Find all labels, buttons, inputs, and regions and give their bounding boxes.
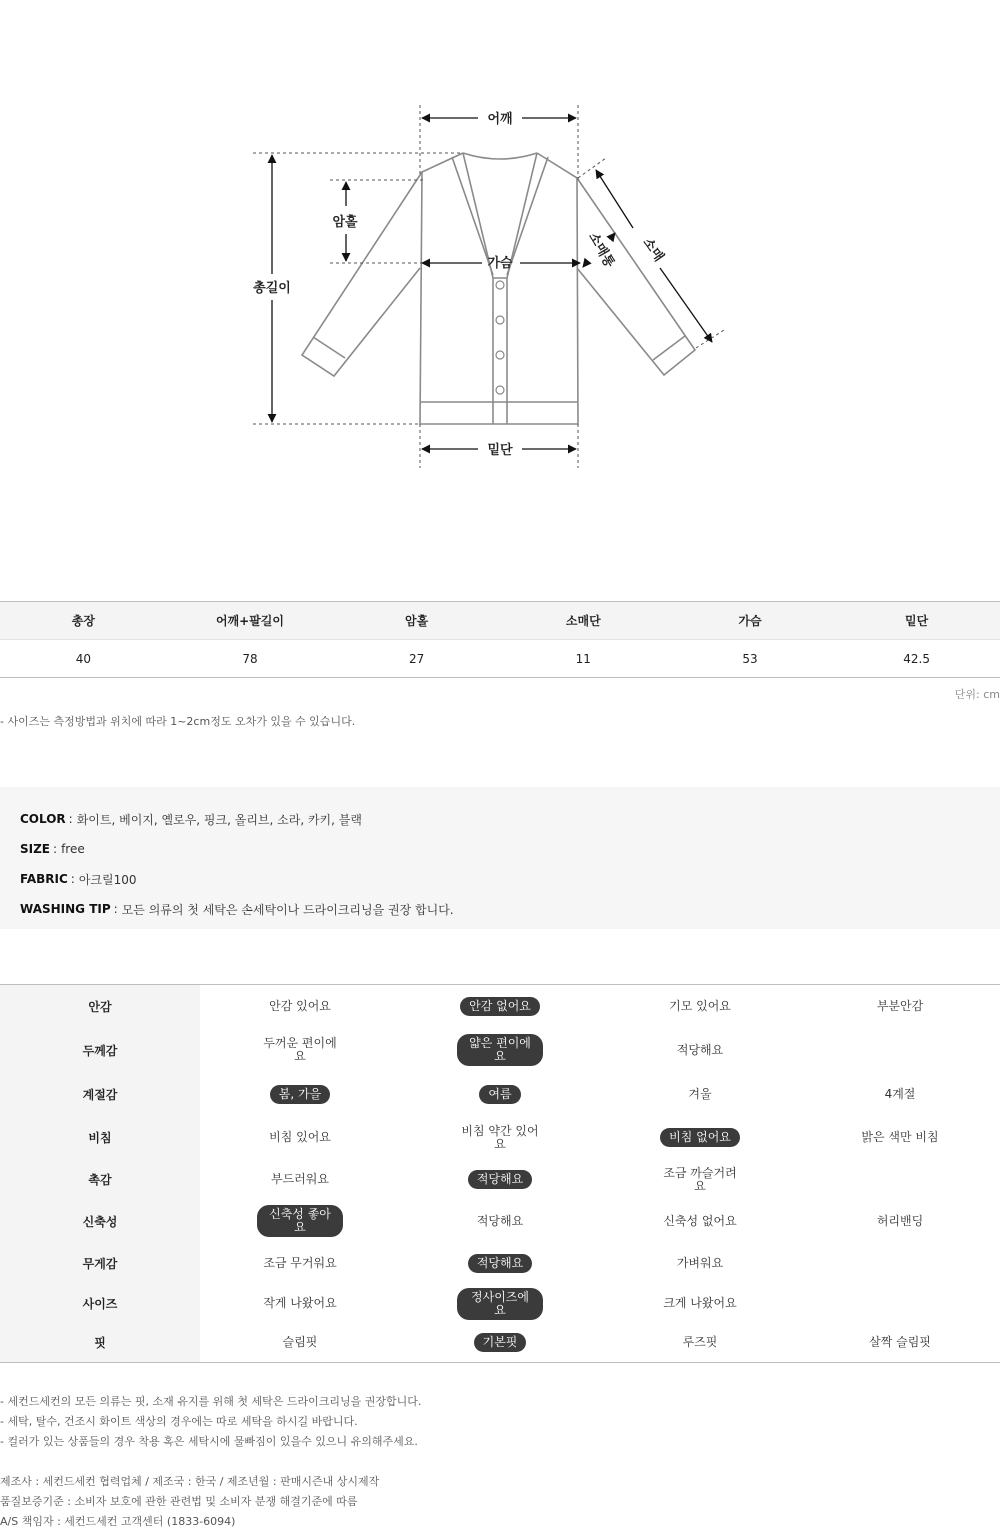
attribute-option: 부드러워요: [271, 1172, 329, 1186]
info-line-color: COLOR : 화이트, 베이지, 옐로우, 핑크, 올리브, 소라, 카키, 블랙: [20, 812, 362, 827]
attribute-row: [0, 1116, 1000, 1159]
attribute-option: 적당해요: [476, 1213, 524, 1228]
info-key: FABRIC: [20, 872, 68, 886]
attribute-option: 작게 나왔어요: [263, 1296, 337, 1310]
attribute-option-cell: [600, 985, 800, 1028]
attribute-option-cell: [200, 985, 400, 1028]
attribute-option: 겨울: [688, 1086, 712, 1101]
attribute-option-cell: [400, 1028, 600, 1072]
info-line-washing-tip: WASHING TIP : 모든 의류의 첫 세탁은 손세탁이나 드라이크리닝을 권장 합니다.: [20, 902, 454, 917]
attribute-option-selected: 여름: [479, 1085, 520, 1104]
attribute-label: 촉감: [0, 1159, 200, 1200]
attribute-row: [0, 1028, 1000, 1072]
attribute-row: [0, 1284, 1000, 1323]
label-total-length: 총길이: [253, 281, 291, 296]
attribute-option: 밝은 색만 비침: [861, 1130, 939, 1144]
label-hem: 밑단: [487, 443, 513, 458]
info-key: WASHING TIP: [20, 902, 111, 916]
buttons: [496, 281, 504, 394]
attribute-option: 루즈핏: [682, 1335, 718, 1349]
measure-arrows: [272, 118, 712, 449]
attribute-option-cell: [200, 1072, 400, 1116]
info-value: 모든 의류의 첫 세탁은 손세탁이나 드라이크리닝을 권장 합니다.: [121, 902, 454, 917]
size-header-cell: 가슴: [738, 614, 762, 628]
size-header-cell: 총장: [71, 614, 95, 628]
info-value: free: [61, 842, 85, 856]
size-value-cell: 42.5: [903, 651, 930, 666]
attribute-option-cell: [400, 1116, 600, 1159]
attribute-option-cell: [600, 1284, 800, 1323]
attribute-row: [0, 985, 1000, 1028]
attribute-option-cell: [800, 1159, 1000, 1200]
attribute-row: [0, 1323, 1000, 1362]
attribute-option: 가벼워요: [676, 1255, 724, 1270]
attribute-row: [0, 1159, 1000, 1200]
care-note: - 세컨드세컨의 모든 의류는 핏, 소재 유지를 위해 첫 세탁은 드라이크리닝을 권장합니다.: [0, 1395, 422, 1408]
size-note: - 사이즈는 측정방법과 위치에 따라 1~2cm정도 오차가 있을 수 있습니다.: [0, 715, 356, 728]
care-notes: [0, 1392, 421, 1452]
attribute-label: 사이즈: [0, 1284, 200, 1323]
size-table-row: [0, 639, 1000, 677]
attribute-option-cell: [800, 1284, 1000, 1323]
attribute-label: 계절감: [0, 1072, 200, 1116]
attribute-option-cell: [400, 1200, 600, 1242]
attribute-option-cell: [600, 1323, 800, 1362]
attribute-option: 조금 까슬거려요: [663, 1165, 737, 1193]
attribute-label: 신축성: [0, 1200, 200, 1242]
attribute-option: 크게 나왔어요: [663, 1296, 737, 1310]
size-value-cell: 78: [242, 651, 258, 666]
label-cuff: 소매통: [585, 230, 617, 271]
unit-label: 단위: cm: [954, 688, 1000, 701]
label-sleeve: 소매: [639, 235, 667, 265]
size-table-header: [0, 602, 1000, 639]
attribute-option-cell: [400, 1159, 600, 1200]
attribute-row: [0, 1200, 1000, 1242]
attribute-option-cell: [600, 1242, 800, 1284]
attribute-option-cell: [600, 1159, 800, 1200]
attribute-option: 조금 무거워요: [263, 1255, 337, 1270]
attribute-option-cell: [600, 1200, 800, 1242]
product-info-box: [0, 787, 1000, 929]
label-chest: 가슴: [487, 256, 513, 271]
attribute-option-selected: 비침 없어요: [660, 1128, 740, 1147]
maker-line: A/S 책임자 : 세컨드세컨 고객센터 (1833-6094): [0, 1515, 236, 1528]
info-line-fabric: FABRIC : 아크릴100: [20, 872, 137, 887]
attribute-option-cell: [200, 1028, 400, 1072]
attribute-option: 부분안감: [876, 999, 924, 1013]
attribute-option-selected: 적당해요: [468, 1170, 532, 1189]
attribute-option-cell: [800, 1200, 1000, 1242]
info-value: 아크릴100: [78, 872, 137, 887]
attribute-option-selected: 안감 없어요: [460, 997, 540, 1016]
attribute-option-cell: [800, 1072, 1000, 1116]
attribute-option: 4계절: [884, 1086, 916, 1101]
attribute-option-cell: [200, 1284, 400, 1323]
attribute-option-cell: [400, 1284, 600, 1323]
attribute-option-cell: [200, 1242, 400, 1284]
attribute-option: 살짝 슬림핏: [869, 1335, 931, 1349]
attribute-option-cell: [200, 1116, 400, 1159]
attribute-option-selected: 얇은 편이에요: [457, 1034, 543, 1066]
attribute-option: 슬림핏: [282, 1335, 318, 1349]
info-line-size: SIZE : free: [20, 842, 85, 856]
attribute-option: 비침 있어요: [269, 1130, 331, 1144]
attribute-label: 핏: [0, 1323, 200, 1362]
measurement-diagram: [0, 0, 1000, 560]
attribute-option-cell: [400, 1072, 600, 1116]
attribute-label: 무게감: [0, 1242, 200, 1284]
attribute-label: 두께감: [0, 1028, 200, 1072]
attribute-row: [0, 1072, 1000, 1116]
attribute-option-cell: [600, 1116, 800, 1159]
attribute-option-cell: [600, 1072, 800, 1116]
size-header-cell: 밑단: [905, 614, 929, 628]
attribute-option-cell: [800, 1116, 1000, 1159]
maker-line: 제조사 : 세컨드세컨 협력업체 / 제조국 : 한국 / 제조년월 : 판매시즌내 상시제작: [0, 1475, 380, 1488]
attribute-option: 기모 있어요: [669, 999, 731, 1013]
info-key: SIZE: [20, 842, 51, 856]
attribute-option-cell: [200, 1159, 400, 1200]
attribute-option: 적당해요: [676, 1042, 724, 1057]
info-value: 화이트, 베이지, 옐로우, 핑크, 올리브, 소라, 카키, 블랙: [76, 812, 362, 827]
maker-line: 품질보증기준 : 소비자 보호에 관한 관련법 및 소비자 분쟁 해결기준에 따름: [0, 1495, 358, 1508]
attribute-option-cell: [200, 1200, 400, 1242]
attribute-option: 두꺼운 편이에요: [263, 1036, 337, 1063]
maker-info: [0, 1472, 379, 1532]
size-value-cell: 40: [75, 651, 91, 666]
care-note: - 컬러가 있는 상품들의 경우 착용 혹은 세탁시에 물빠짐이 있을수 있으니 유의해주세요.: [0, 1435, 418, 1448]
size-table: [0, 601, 1000, 678]
attribute-label: 비침: [0, 1116, 200, 1159]
size-value-cell: 53: [742, 651, 758, 666]
label-armhole: 암홀: [332, 215, 358, 230]
size-header-cell: 암홀: [405, 614, 429, 628]
attribute-option-cell: [800, 1028, 1000, 1072]
attribute-option-cell: [200, 1323, 400, 1362]
size-header-cell: 소매단: [565, 614, 601, 628]
attribute-option-cell: [800, 1323, 1000, 1362]
attribute-option: 신축성 없어요: [663, 1213, 737, 1228]
attribute-row: [0, 1242, 1000, 1284]
attribute-label: 안감: [0, 985, 200, 1028]
attribute-option-cell: [800, 1242, 1000, 1284]
attribute-option: 허리밴딩: [876, 1213, 924, 1228]
attribute-option-selected: 봄, 가을: [270, 1085, 330, 1104]
size-header-cell: 어깨+팔길이: [215, 614, 284, 628]
size-value-cell: 11: [575, 651, 591, 666]
size-value-cell: 27: [409, 651, 425, 666]
info-key: COLOR: [20, 812, 66, 826]
attribute-option: 안감 있어요: [269, 999, 331, 1013]
attribute-table: [0, 984, 1000, 1363]
attribute-option-cell: [400, 1323, 600, 1362]
attribute-option-selected: 기본핏: [474, 1333, 527, 1352]
attribute-option-cell: [600, 1028, 800, 1072]
label-shoulder: 어깨: [487, 112, 513, 127]
care-note: - 세탁, 탈수, 건조시 화이트 색상의 경우에는 따로 세탁을 하시길 바랍니다.: [0, 1415, 358, 1428]
attribute-option: 비침 약간 있어요: [461, 1123, 539, 1151]
guide-lines: [253, 105, 724, 468]
attribute-option-selected: 정사이즈에요: [457, 1288, 543, 1320]
attribute-option-cell: [800, 985, 1000, 1028]
attribute-option-cell: [400, 1242, 600, 1284]
attribute-option-selected: 적당해요: [468, 1254, 532, 1273]
attribute-option-cell: [400, 985, 600, 1028]
attribute-option-selected: 신축성 좋아요: [257, 1205, 343, 1237]
cardigan-sketch: [0, 0, 1000, 560]
